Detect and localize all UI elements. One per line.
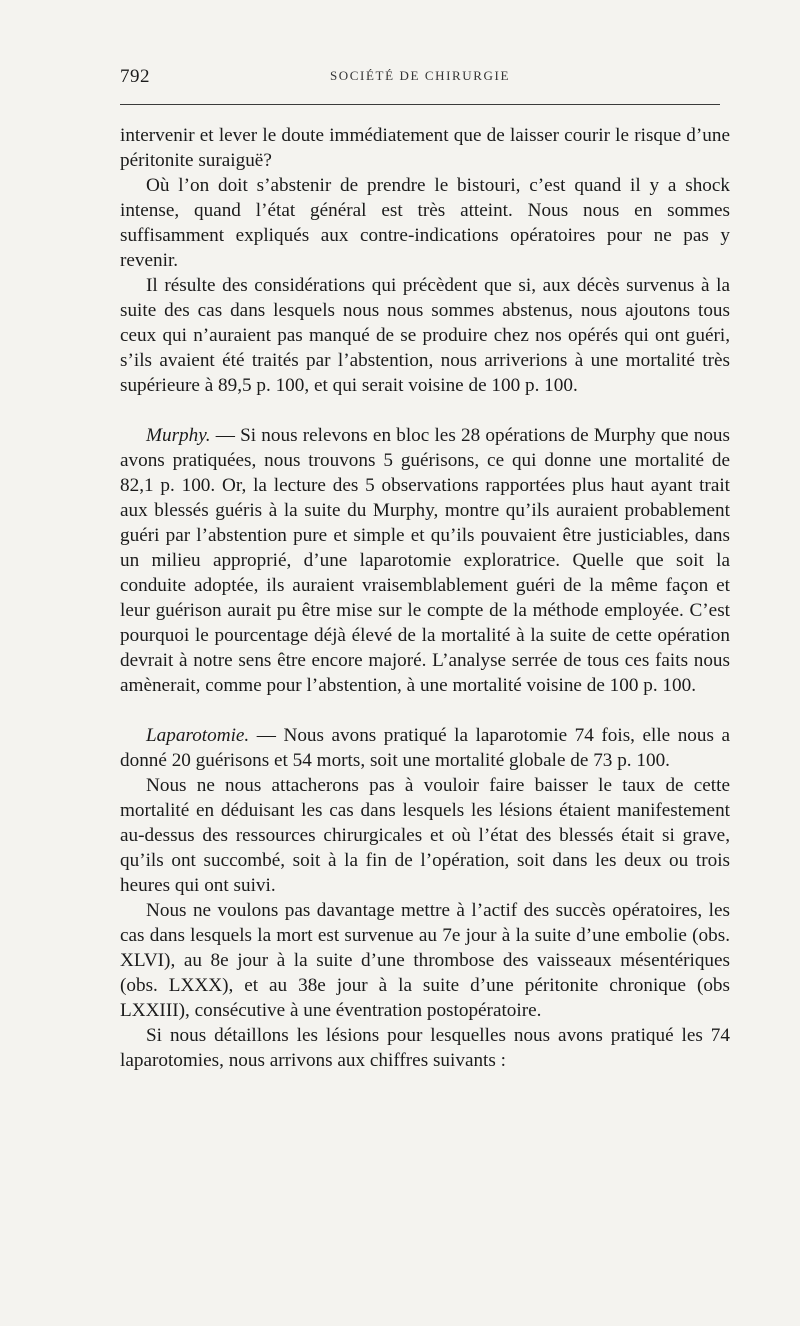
paragraph-text: Nous ne voulons pas davantage mettre à l’actif des succès opératoires, les cas dans lesquels la mort est survenue au 7e jour à la suite d’une embolie (obs. XLVI), au 8e jour à la suite d’une thrombose des vaisseaux mésentériques (obs. LXXX), et au 38e jour à la suite d’une péritonite chronique (obs LXXIII), consécutive à une éventration postopératoire. — [120, 900, 730, 1021]
header-rule — [120, 104, 720, 105]
paragraph-text: Il résulte des considérations qui précèdent que si, aux décès survenus à la suite des cas dans lesquels nous nous sommes abstenus, nous ajoutons tous ceux qui n’auraient pas manqué de se produire chez nos opérés qui ont guéri, s’ils avaient été traités par l’abstention, nous arriverions à une mortalité très supérieure à 89,5 p. 100, et qui serait voisine de 100 p. 100. — [120, 275, 730, 396]
paragraph-text: intervenir et lever le doute immédiatement que de laisser courir le risque d’une péritonite suraiguë? — [120, 125, 730, 171]
paragraph-text: Si nous détaillons les lésions pour lesquelles nous avons pratiqué les 74 laparotomies, nous arrivons aux chiffres suivants : — [120, 1025, 730, 1071]
paragraph-text: Nous ne nous attacherons pas à vouloir faire baisser le taux de cette mortalité en déduisant les cas dans lesquels les lésions étaient manifestement au-dessus des ressources chirurgicales et où l’état des blessés était si grave, qu’ils ont succombé, soit à la fin de l’opération, soit dans les deux ou trois heures qui ont suivi. — [120, 775, 730, 896]
paragraph — [120, 773, 730, 898]
paragraph-text: — Si nous relevons en bloc les 28 opérations de Murphy que nous avons pratiquées, nous trouvons 5 guérisons, ce qui donne une mortalité de 82,1 p. 100. Or, la lecture des 5 observations rapportées plus haut ayant trait aux blessés guéris à la suite du Murphy, montre qu’ils auraient probablement guéri par l’abstention pure et simple et qu’ils pouvaient être justiciables, dans un milieu approprié, d’une laparotomie exploratrice. Quelle que soit la conduite adoptée, ils auraient vraisemblablement guéri de la même façon et leur guérison aurait pu être mise sur le compte de la méthode employée. C’est pourquoi le pourcentage déjà élevé de la mortalité à la suite de cette opération devrait à notre sens être encore majoré. L’analyse serrée de tous ces faits nous amènerait, comme pour l’abstention, à une mortalité voisine de 100 p. 100. — [120, 425, 730, 696]
paragraph — [120, 1023, 730, 1073]
paragraph — [120, 273, 730, 398]
paragraph-laparotomie — [120, 723, 730, 773]
paragraph — [120, 123, 730, 173]
page-header — [120, 66, 720, 90]
body-text — [120, 123, 730, 1073]
paragraph-text: Où l’on doit s’abstenir de prendre le bistouri, c’est quand il y a shock intense, quand l’état général est très atteint. Nous nous en sommes suffisamment expliqués aux contre-indications opératoires pour ne pas y revenir. — [120, 175, 730, 271]
page-number: 792 — [120, 66, 150, 87]
paragraph — [120, 898, 730, 1023]
running-title: SOCIÉTÉ DE CHIRURGIE — [329, 68, 511, 83]
section-lead-murphy: Murphy. — [146, 425, 211, 446]
section-lead-laparotomie: Laparotomie. — [146, 725, 250, 746]
paragraph-murphy — [120, 423, 730, 698]
paragraph-text: — Nous avons pratiqué la laparotomie 74 fois, elle nous a donné 20 guérisons et 54 morts, soit une mortalité globale de 73 p. 100. — [120, 725, 730, 771]
paragraph — [120, 173, 730, 273]
